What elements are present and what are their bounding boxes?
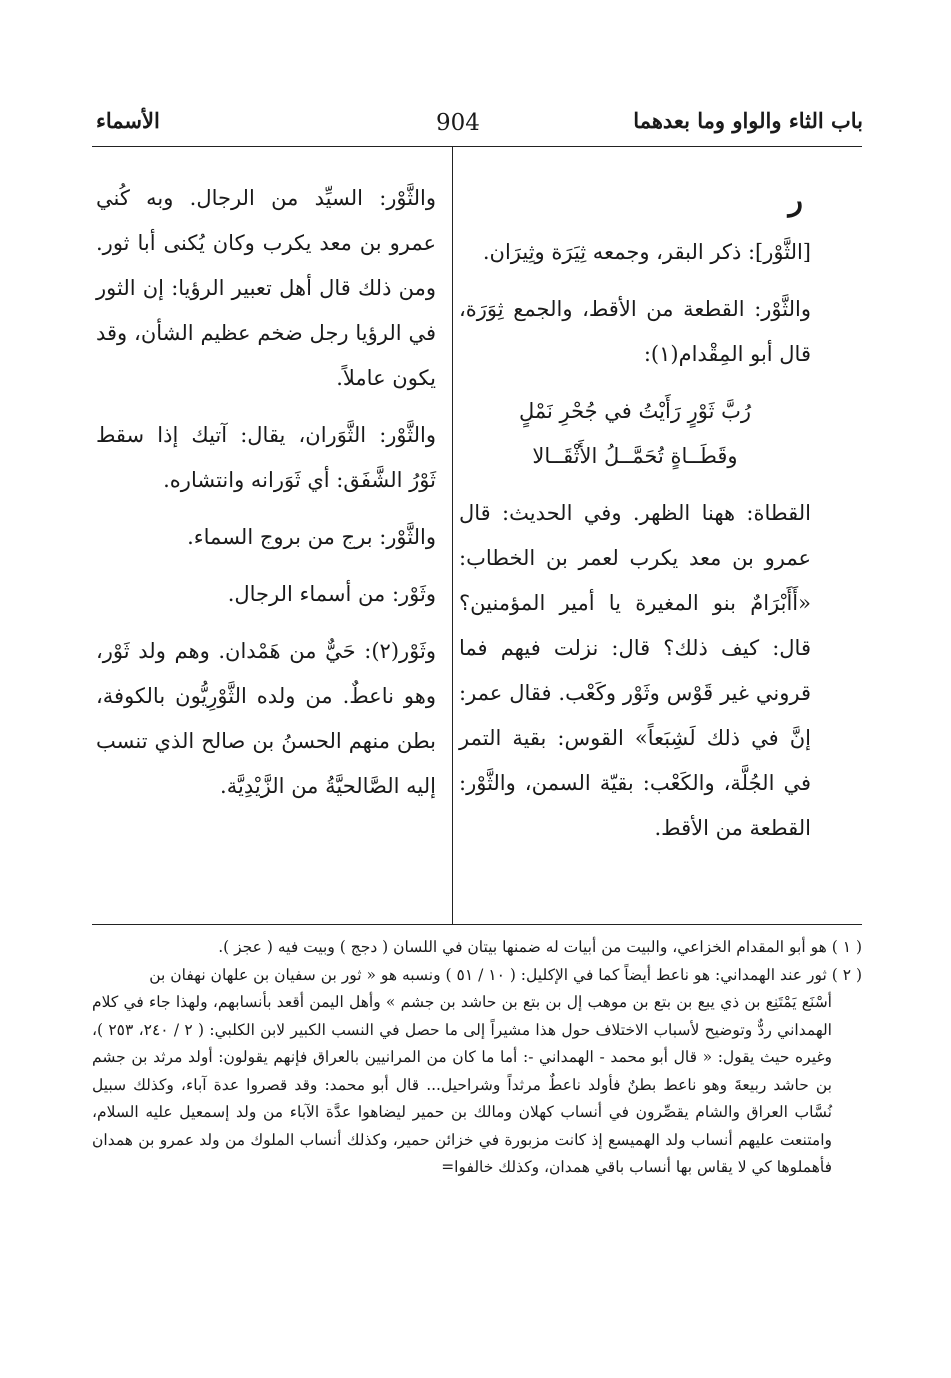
entry-paragraph: والثَّوْر: السيِّد من الرجال. وبه كُني عمرو بن معد يكرب وكان يُكنى أبا ثور. ومن ذلك قال أهل تعبير الرؤيا: إن الثور في الرؤيا رجل ضخم عظيم الشأن، وقد يكون عاملاً. <box>96 186 436 390</box>
footnote-divider <box>92 924 862 925</box>
running-header-chapter: باب الثاء والواو وما بعدهما <box>633 108 863 133</box>
footnote-2-continued: أسْنَع يَمْتَنِع بن ذي يبع بن بتع بن موهب إل بن بتع بن حاشد بن جشم » وأهل اليمن أقعد بأنسابهم، ولهذا جاء في كلام الهمداني ردٌّ وتوضيح لأسباب الاختلاف حول هذا مشيراً إلى ما حصل في النسب الكبير لابن الكلبي: ( ٢ / ٢٤٠، ٢٥٣ )، وغيره حيث يقول: « قال أبو محمد - الهمداني -: أما ما كان من المرانيين بالعراق فإنهم يقولون: أولد مرثد بن جشم بن حاشد ربيعةَ وهو ناعط بطنٌ فأولد ناعطٌ مرثداً وشراحيل... قال أبو محمد: وقد قصروا عدة آباء، وكذلك سبيل نُسَّاب العراق والشام يقصِّرون في أنساب كهلان ومالك بن حمير ليضاهوا عدَّة الآباء من ولد إسمعيل عليه السلام، وامتنعت عليهم أنساب ولد الهميسع إذ كانت مزبورة في خزائن حمير، وكذلك أنساب الملوك من ولد عمرو بن همدان فأهملوها كي لا يقاس بها أنساب باقي همدان، وكذلك خالفوا= <box>92 993 832 1176</box>
footnote-2: ( ٢ ) ثور عند الهمداني: هو ناعط أيضاً كما في الإكليل: ( ١٠ / ٥١ ) ونسبه هو « ثور بن سفيان بن علهان نهفان بن <box>149 965 862 984</box>
footnote-1: ( ١ ) هو أبو المقدام الخزاعي، والبيت من أبيات له ضمنها بيتان في اللسان ( دجج ) وبيت فيه ( عجز ). <box>218 938 862 956</box>
entry-paragraph: وثَوْر(٢): حَيٌّ من هَمْدان. وهم ولد ثَوْر، وهو ناعطٌ. من ولده الثَّوْرِيُّون بالكوفة، بطن منهم الحسنُ بن صالح الذي تنسب إليه الصَّالحيَّةُ من الزَّيْدِيَّة. <box>96 639 436 798</box>
entry-paragraph: والثَّوْر: القطعة من الأقط، والجمع ثِوَرَة، قال أبو المِقْدام(١): <box>459 297 811 366</box>
section-letter: ر <box>788 183 803 218</box>
poetry-verse-2: وقَطَــاةٍ تُحَمَّــلُ الأَثْقَــالا <box>532 444 738 468</box>
entry-paragraph: والثَّوْر: برج من بروج السماء. <box>187 525 436 549</box>
poetry-verse-1: رُبَّ ثَوْرٍ رَأَيْتُ في جُحْرِ نَمْلٍ <box>518 399 752 423</box>
page-number: 904 <box>436 110 480 136</box>
column-divider <box>452 146 453 924</box>
footnotes <box>92 934 862 1182</box>
running-header-section: الأسماء <box>96 108 160 133</box>
entry-paragraph: [الثَّوْر]: ذكر البقر، وجمعه ثِيَرَة وثِيرَان. <box>482 240 811 264</box>
entry-paragraph: والثَّوْر: الثَّوَران، يقال: آتيك إذا سقط ثَوْرُ الشَّفَق: أي ثَوَرانه وانتشاره. <box>96 423 436 492</box>
entry-paragraph: وثَوْر: من أسماء الرجال. <box>227 582 436 606</box>
right-column <box>459 176 811 863</box>
entry-paragraph: القطاة: ههنا الظهر. وفي الحديث: قال عمرو بن معد يكرب لعمر بن الخطاب: «أَأَبْرَامٌ بنو المغيرة يا أمير المؤمنين؟ قال: كيف ذلك؟ قال: نزلت فيهم فما قروني غير قَوْس وثَوْر وكَعْب. فقال عمر: إنَّ في ذلك لَشِبَعاً» القوس: بقية التمر في الجُلَّة، والكَعْب: بقيّة السمن، والثَّوْر: القطعة من الأقط. <box>459 501 811 840</box>
left-column <box>96 176 436 821</box>
header-divider <box>92 146 862 147</box>
